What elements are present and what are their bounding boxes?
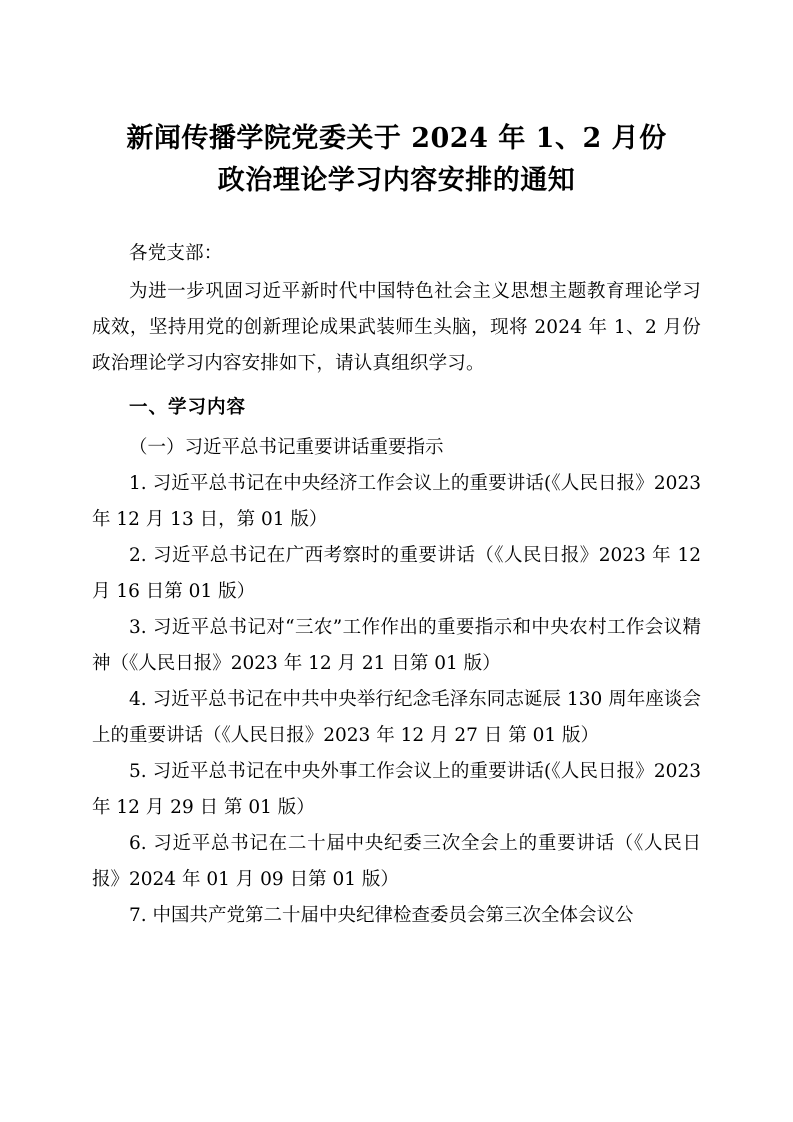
salutation: 各党支部： (129, 243, 223, 264)
list-item: 5. 习近平总书记在中央外事工作会议上的重要讲话(《人民日报》2023 年 12 月 29 日 第 01 版） (92, 761, 701, 818)
page-title-line-1: 新闻传播学院党委关于 2024 年 1、2 月份 (126, 123, 667, 154)
list-item: 4. 习近平总书记在中共中央举行纪念毛泽东同志诞辰 130 周年座谈会上的重要讲话（《人民日报》2023 年 12 月 27 日 第 01 版） (92, 689, 701, 746)
intro-paragraph: 为进一步巩固习近平新时代中国特色社会主义思想主题教育理论学习成效，坚持用党的创新理论成果武装师生头脑，现将 2024 年 1、2 月份政治理论学习内容安排如下，请认真组织学习。 (92, 281, 701, 374)
list-item: 3. 习近平总书记对“三农”工作作出的重要指示和中央农村工作会议精神（《人民日报》2023 年 12 月 21 日第 01 版） (92, 617, 701, 674)
subsection-heading-one: （一）习近平总书记重要讲话重要指示 (129, 437, 444, 458)
page-title-line-2: 政治理论学习内容安排的通知 (217, 165, 576, 196)
page-title (92, 118, 701, 202)
list-item: 7. 中国共产党第二十届中央纪律检查委员会第三次全体会议公 (129, 905, 634, 926)
list-item: 2. 习近平总书记在广西考察时的重要讲话（《人民日报》2023 年 12 月 16 日第 01 版） (92, 545, 701, 602)
list-item: 6. 习近平总书记在二十届中央纪委三次全会上的重要讲话（《人民日报》2024 年 01 月 09 日第 01 版） (92, 833, 701, 890)
list-item: 1. 习近平总书记在中央经济工作会议上的重要讲话(《人民日报》2023 年 12 月 13 日，第 01 版） (92, 473, 701, 530)
section-heading-one: 一、学习内容 (129, 397, 247, 418)
